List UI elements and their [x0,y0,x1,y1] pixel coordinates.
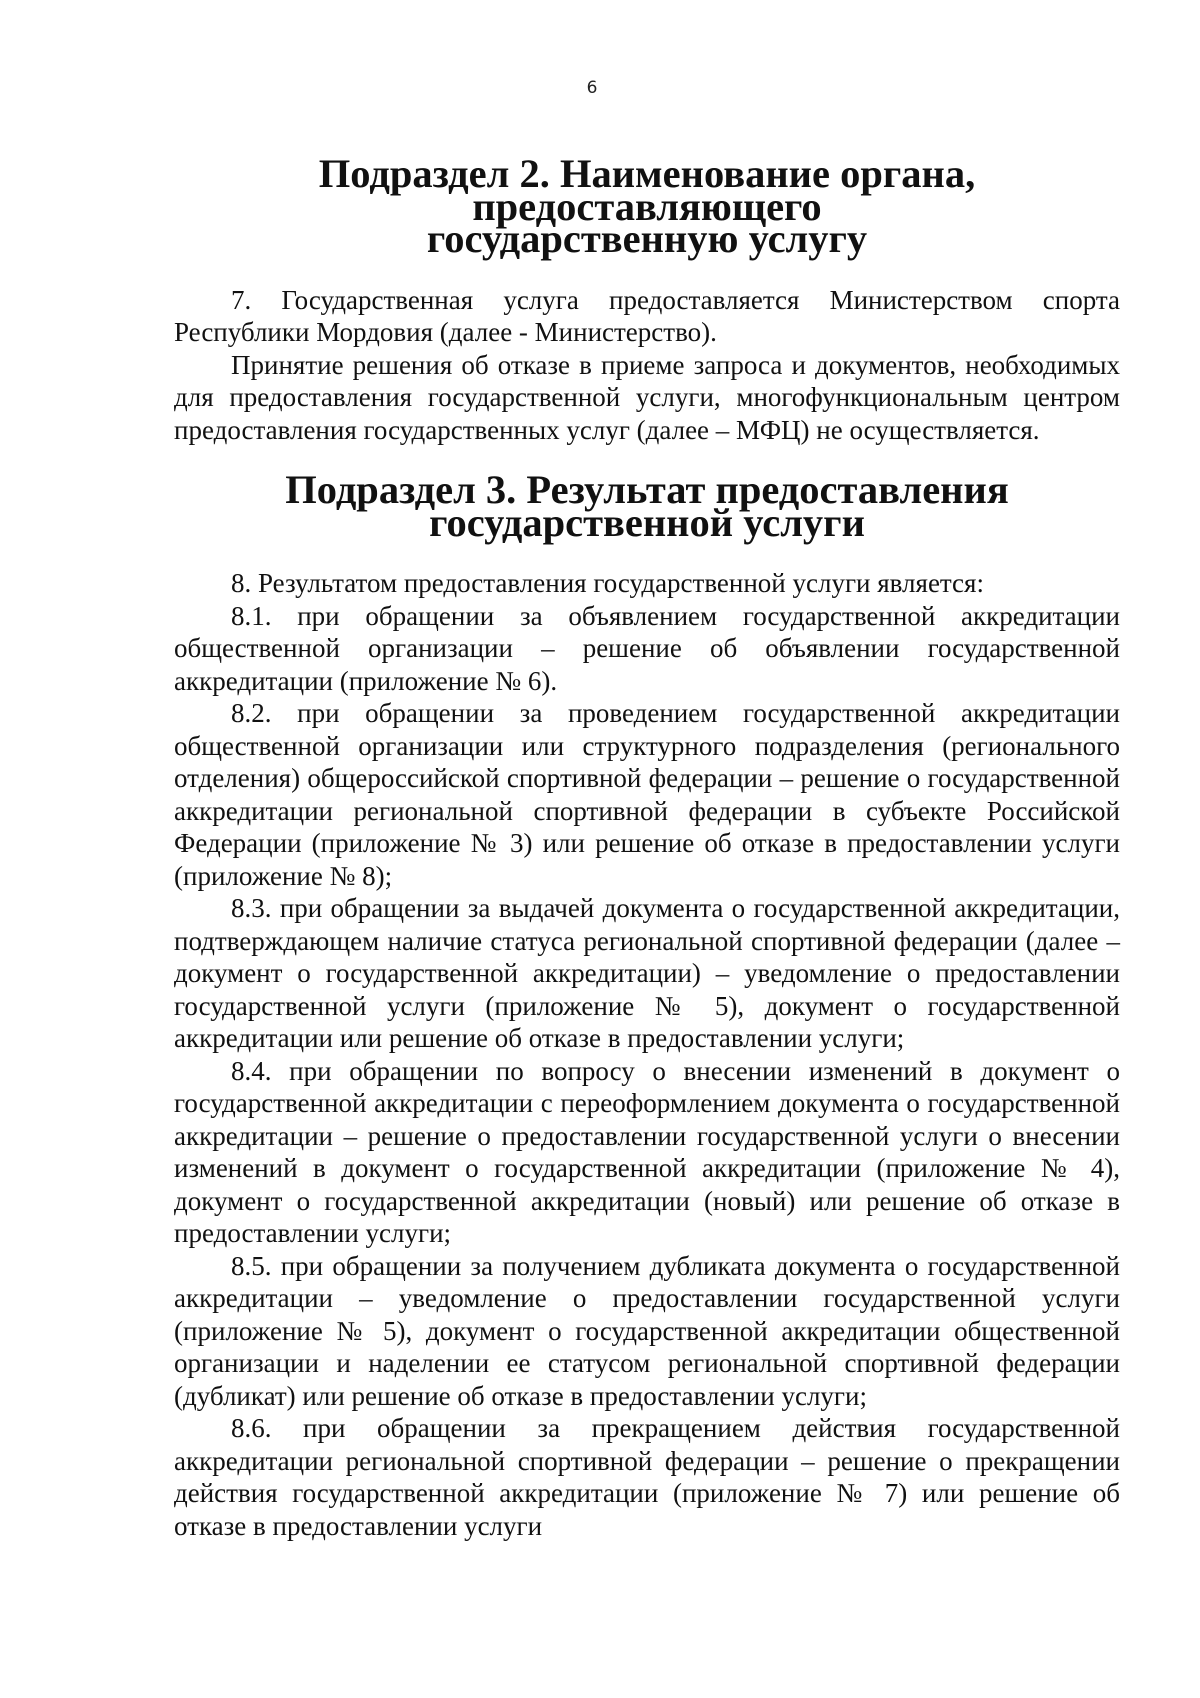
document-body [174,151,1120,1542]
page-number: 6 [586,78,598,98]
paragraph-7: 7. Государственная услуга предоставляется Министерством спорта Республики Мордовия (далее - Министерство). [174,284,1120,347]
paragraph-8-4: 8.4. при обращении по вопросу о внесении изменений в документ о государственной аккредитации с переоформлением документа о государственной аккредитации – решение о предоставлении государственной услуги о внесении изменений в документ о государственной аккредитации (приложение № 4), документ о государственной аккредитации (новый) или решение об отказе в предоставлении услуги; [174,1055,1120,1248]
section-2-heading-line-2: государственную услугу [426,216,868,261]
paragraph-8-2: 8.2. при обращении за проведением государственной аккредитации общественной организации или структурного подразделения (регионального отделения) общероссийской спортивной федерации – решение о государственной аккредитации региональной спортивной федерации в субъекте Российской Федерации (приложение № 3) или решение об отказе в предоставлении услуги (приложение № 8); [174,698,1120,891]
section-2-heading [174,151,1120,261]
paragraph-8-5: 8.5. при обращении за получением дубликата документа о государственной аккредитации – уведомление о предоставлении государственной услуги (приложение № 5), документ о государственной аккредитации общественной организации и наделении ее статусом региональной спортивной федерации (дубликат) или решение об отказе в предоставлении услуги; [174,1250,1120,1411]
paragraph-8-6: 8.6. при обращении за прекращением действия государственной аккредитации региональной спортивной федерации – решение о прекращении действия государственной аккредитации (приложение № 7) или решение об отказе в предоставлении услуги [174,1413,1120,1541]
section-3-heading: Подраздел 3. Результат предоставления государственной услуги [285,467,1009,545]
section-2-heading-line-1: Подраздел 2. Наименование органа, предоставляющего [318,151,976,229]
paragraph-8-1: 8.1. при обращении за объявлением государственной аккредитации общественной организации – решение об объявлении государственной аккредитации (приложение № 6). [174,600,1120,696]
paragraph-mfc-refusal: Принятие решения об отказе в приеме запроса и документов, необходимых для предоставления государственной услуги, многофункциональным центром предоставления государственных услуг (далее – МФЦ) не осуществляется. [174,349,1120,445]
paragraph-8: 8. Результатом предоставления государственной услуги является: [231,568,984,598]
paragraph-8-3: 8.3. при обращении за выдачей документа о государственной аккредитации, подтверждающем наличие статуса региональной спортивной федерации (далее – документ о государственной аккредитации) – уведомление о предоставлении государственной услуги (приложение № 5), документ о государственной аккредитации или решение об отказе в предоставлении услуги; [174,893,1120,1053]
